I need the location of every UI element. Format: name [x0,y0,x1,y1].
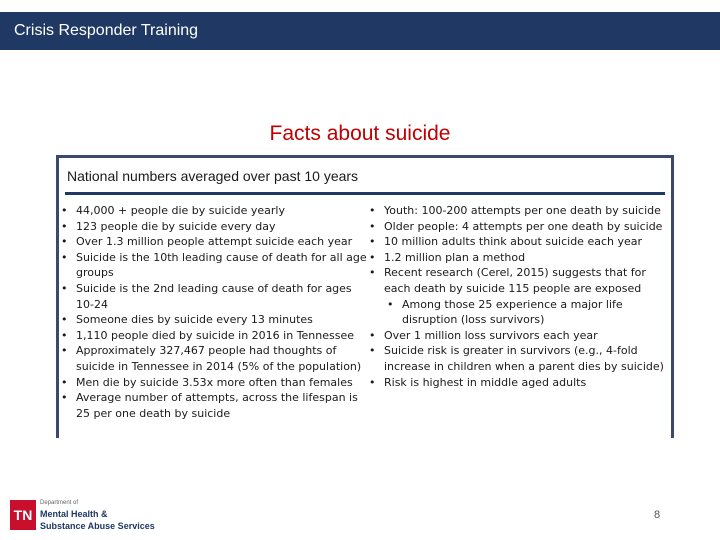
page-number: 8 [654,509,661,521]
list-item: • Over 1 million loss survivors each year [369,328,671,344]
list-item: • Youth: 100-200 attempts per one death by suicide [369,203,671,219]
list-item: • Older people: 4 attempts per one death by suicide [369,219,671,235]
nested-list-item: • Among those 25 experience a major life disruption (loss survivors) [369,297,671,328]
header-title: Crisis Responder Training [14,22,199,39]
content-box [56,155,674,438]
tn-logo-icon: TN [10,500,36,530]
list-item: • Someone dies by suicide every 13 minutes [61,312,369,328]
list-item: • Men die by suicide 3.53x more often than females [61,375,369,391]
list-item: • 44,000 + people die by suicide yearly [61,203,369,219]
list-item: • Suicide is the 10th leading cause of death for all age groups [61,250,369,281]
list-item: • Risk is highest in middle aged adults [369,375,671,391]
list-item: • Approximately 327,467 people had thoughts of suicide in Tennessee in 2014 (5% of the population) [61,343,369,374]
slide-title: Facts about suicide [269,122,451,145]
slide-subtitle: National numbers averaged over past 10 years [67,168,359,184]
list-item: • 10 million adults think about suicide each year [369,234,671,250]
logo-name-line1: Mental Health & [40,509,108,519]
logo-name-line2: Substance Abuse Services [40,521,155,531]
list-item: • Suicide risk is greater in survivors (e.g., 4-fold increase in children when a parent dies by suicide) [369,343,671,374]
subtitle-divider [65,192,665,195]
list-item: • Recent research (Cerel, 2015) suggests that for each death by suicide 115 people are exposed [369,265,671,296]
list-item: • Suicide is the 2nd leading cause of death for ages 10-24 [61,281,369,312]
list-item: • 1,110 people died by suicide in 2016 in Tennessee [61,328,369,344]
left-bullet-list [61,203,369,421]
header-bar [0,12,720,50]
right-bullet-list [369,203,671,390]
list-item: • Average number of attempts, across the lifespan is 25 per one death by suicide [61,390,369,421]
list-item: • Over 1.3 million people attempt suicide each year [61,234,369,250]
logo-dept-line: Department of [40,500,79,506]
list-item: • 1.2 million plan a method [369,250,671,266]
list-item: • 123 people die by suicide every day [61,219,369,235]
